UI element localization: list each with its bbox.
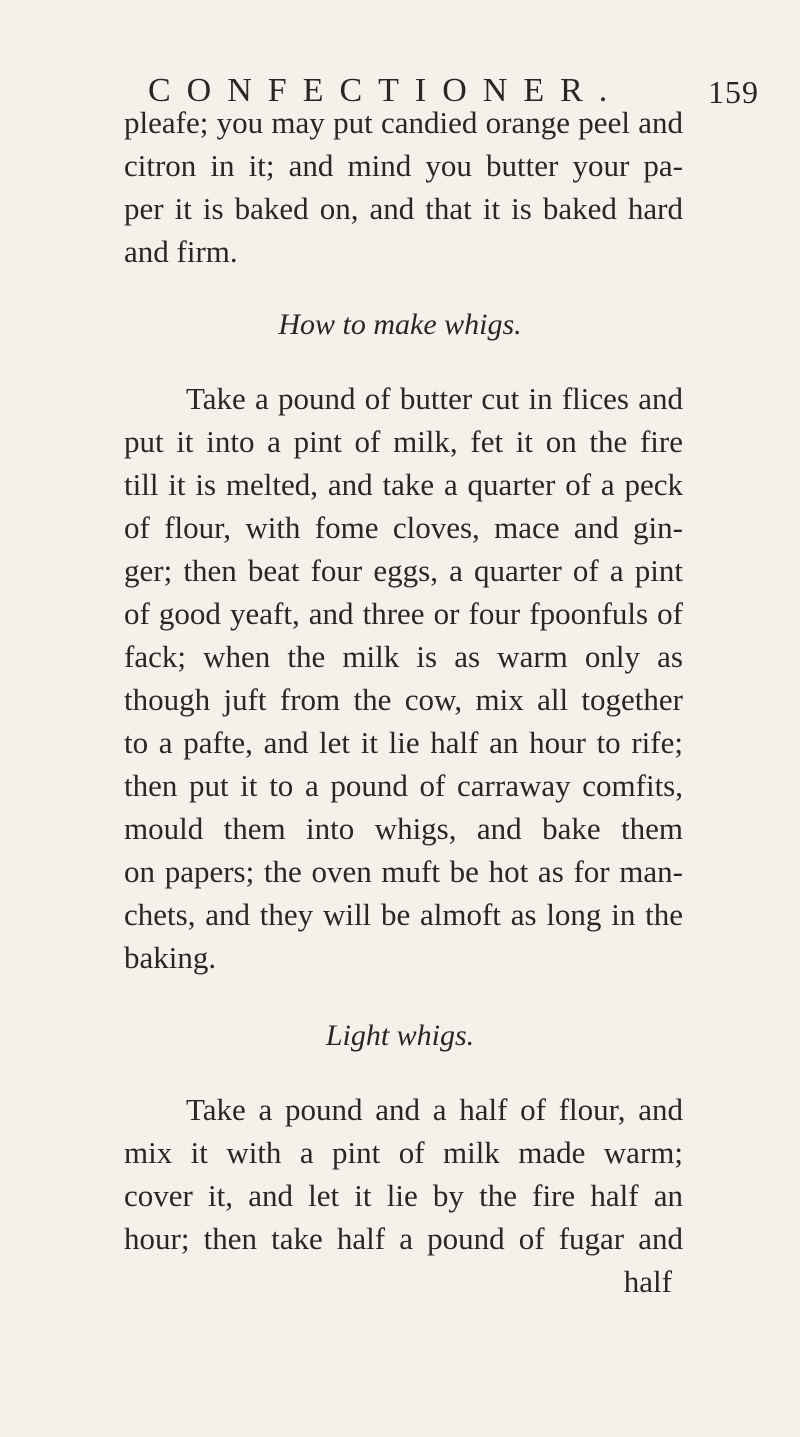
text-line: ger; then beat four eggs, a quarter of a pint: [124, 553, 683, 588]
catchword: half: [623, 1264, 672, 1299]
text-line: and firm.: [124, 234, 238, 269]
text-line: mix it with a pint of milk made warm;: [124, 1135, 683, 1170]
text-line: baking.: [124, 940, 217, 975]
text-line: citron in it; and mind you butter your pa-: [124, 148, 683, 183]
text-line: till it is melted, and take a quarter of a peck: [124, 467, 683, 502]
page-number: 159: [708, 74, 759, 110]
text-line: per it is baked on, and that it is baked hard: [124, 191, 683, 226]
text-line: mould them into whigs, and bake them: [124, 811, 683, 846]
section-heading-how-to-make-whigs: How to make whigs.: [278, 308, 522, 341]
running-head: CONFECTIONER.: [148, 72, 624, 109]
text-line: then put it to a pound of carraway comfits,: [124, 768, 683, 803]
text-line: of flour, with fome cloves, mace and gin-: [124, 510, 683, 545]
text-line: of good yeaft, and three or four fpoonfuls of: [124, 596, 683, 631]
text-line: cover it, and let it lie by the fire half an: [124, 1178, 683, 1213]
text-line: hour; then take half a pound of fugar and: [124, 1221, 683, 1256]
text-line: Take a pound of butter cut in flices and: [186, 381, 683, 416]
text-line: put it into a pint of milk, fet it on the fire: [124, 424, 683, 459]
text-line: though juft from the cow, mix all together: [124, 682, 683, 717]
text-line: to a pafte, and let it lie half an hour to rife;: [124, 725, 683, 760]
text-line: chets, and they will be almoft as long in the: [124, 897, 683, 932]
text-line: fack; when the milk is as warm only as: [124, 639, 683, 674]
text-line: on papers; the oven muft be hot as for man-: [124, 854, 683, 889]
section-heading-light-whigs: Light whigs.: [325, 1019, 475, 1052]
text-line: pleafe; you may put candied orange peel and: [124, 105, 683, 140]
text-line: Take a pound and a half of flour, and: [186, 1092, 683, 1127]
